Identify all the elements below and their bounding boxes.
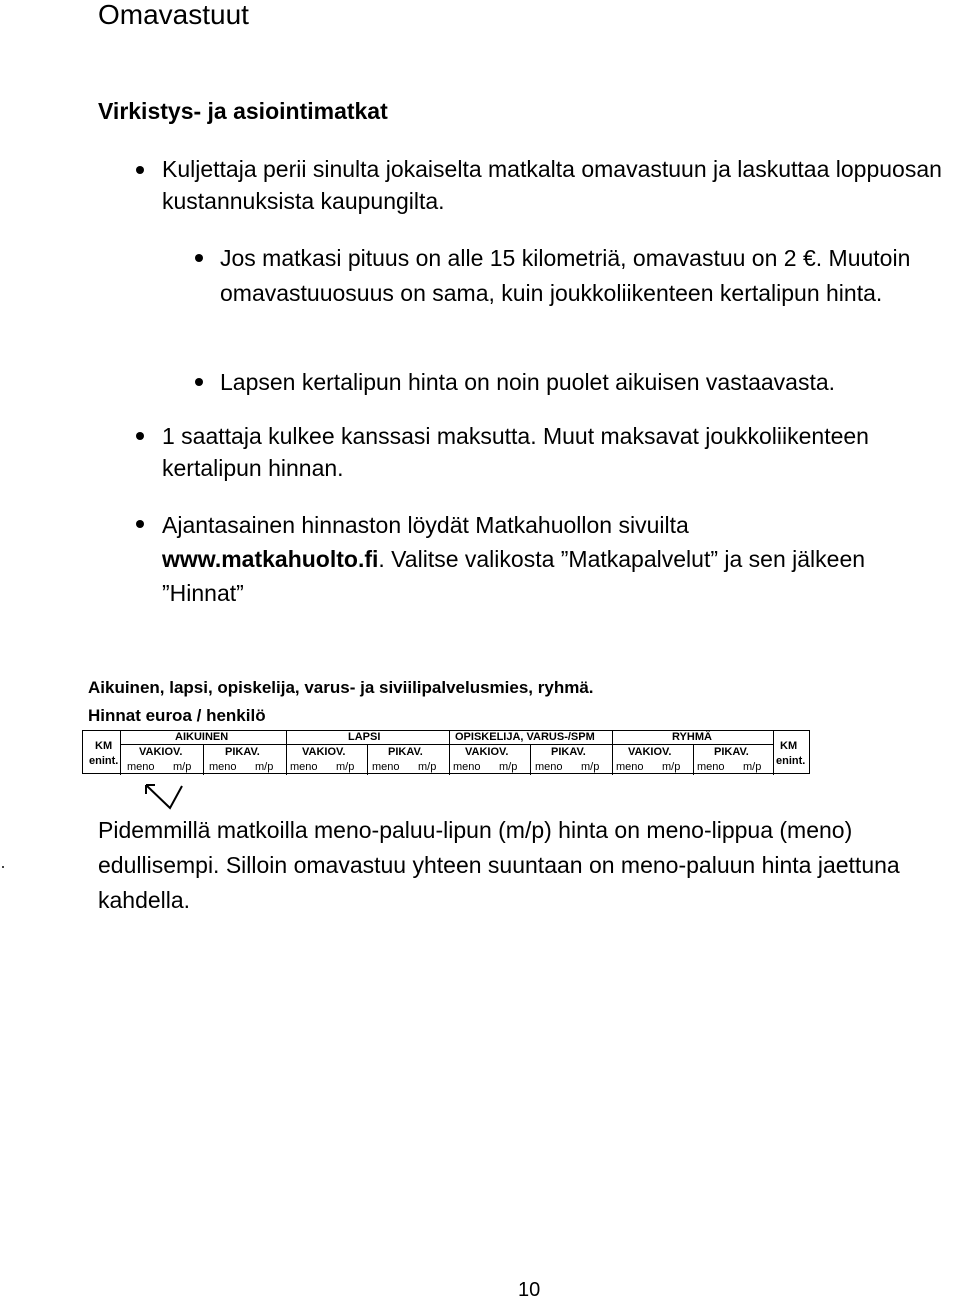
group-header: AIKUINEN [175,731,229,743]
sub-header-mp: m/p [418,761,437,773]
sub-header-mp: m/p [173,761,192,773]
price-table [82,730,810,774]
sub-header-mp: m/p [662,761,681,773]
bullet-item: 1 saattaja kulkee kanssasi maksutta. Muut maksavat joukkoliikenteen kertalipun hinnan. [162,423,869,481]
bullet-dot [195,254,203,262]
fare-type: PIKAV. [551,746,586,758]
page-number: 10 [518,1279,541,1301]
sub-header-mp: m/p [336,761,355,773]
sub-header-meno: meno [616,761,644,773]
bullet-item: Jos matkasi pituus on alle 15 kilometriä, omavastuu on 2 €. Muutoin omavastuuosuus on sama, kuin joukkoliikenteen kertalipun hinta. [220,245,911,306]
sub-header-mp: m/p [743,761,762,773]
sub-header-meno: meno [535,761,563,773]
fare-type: VAKIOV. [628,746,672,758]
arrow-annotation-icon [140,780,190,814]
fare-type: PIKAV. [714,746,749,758]
price-table-heading: Aikuinen, lapsi, opiskelija, varus- ja siviilipalvelusmies, ryhmä. [88,678,594,697]
fare-type: VAKIOV. [465,746,509,758]
sub-header-mp: m/p [499,761,518,773]
km-label: KM [780,740,798,752]
bullet-text: . Valitse valikosta ”Matkapalvelut” ja sen jälkeen ”Hinnat” [162,546,866,606]
price-table-subheading: Hinnat euroa / henkilö [88,706,266,725]
bullet-item: Lapsen kertalipun hinta on noin puolet aikuisen vastaavasta. [220,369,836,395]
sub-header-meno: meno [290,761,318,773]
sub-header-mp: m/p [255,761,274,773]
page-title: Omavastuut [98,0,249,30]
bullet-dot [136,520,144,528]
bullet-item: Kuljettaja perii sinulta jokaiselta matkalta omavastuun ja laskuttaa loppuosan kustannuksista kaupungilta. [162,156,942,214]
bullet-dot [195,378,203,386]
bullet-text: Ajantasainen hinnaston löydät Matkahuollon sivuilta [162,512,689,538]
sub-header-mp: m/p [581,761,600,773]
group-header: RYHMÄ [672,731,712,743]
fare-type: VAKIOV. [139,746,183,758]
bullet-item [162,508,952,610]
fare-type: VAKIOV. [302,746,346,758]
sub-header-meno: meno [453,761,481,773]
sub-header-meno: meno [127,761,155,773]
sub-header-meno: meno [372,761,400,773]
fare-type: PIKAV. [225,746,260,758]
bullet-dot [136,166,144,174]
matkahuolto-link[interactable]: www.matkahuolto.fi [162,546,379,572]
km-label: KM [95,740,113,752]
km-sub-label: enint. [776,755,806,767]
margin-mark [2,866,4,868]
km-sub-label: enint. [89,755,119,767]
sub-header-meno: meno [697,761,725,773]
sub-header-meno: meno [209,761,237,773]
group-header: LAPSI [348,731,381,743]
fare-note: Pidemmillä matkoilla meno-paluu-lipun (m/p) hinta on meno-lippua (meno) edullisempi. Silloin omavastuu yhteen suuntaan on meno-paluun hinta jaettuna kahdella. [98,817,900,913]
bullet-dot [136,432,144,440]
section-title: Virkistys- ja asiointimatkat [98,98,388,124]
fare-type: PIKAV. [388,746,423,758]
group-header: OPISKELIJA, VARUS-/SPM [455,731,595,743]
